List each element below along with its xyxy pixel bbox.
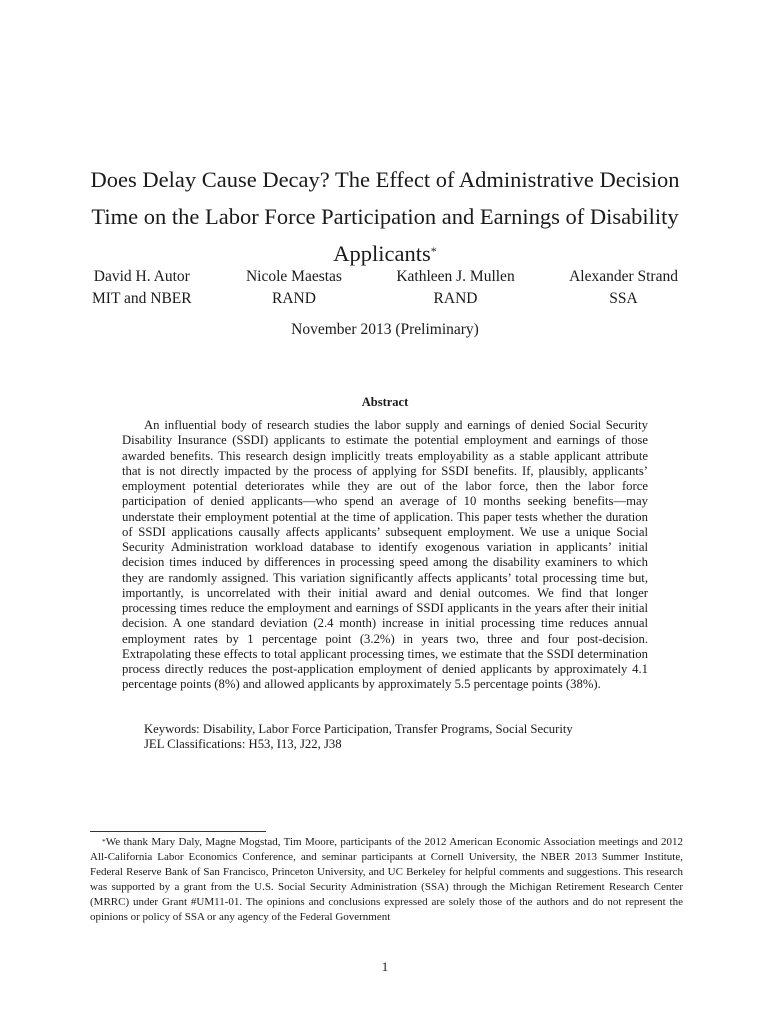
title-footnote-marker: * [430, 244, 437, 259]
author-affiliation: MIT and NBER [92, 290, 192, 307]
keywords-line: Keywords: Disability, Labor Force Participation, Transfer Programs, Social Security [144, 722, 573, 736]
author-affiliation: RAND [272, 290, 316, 307]
author-list [92, 266, 678, 310]
footnote [90, 835, 683, 925]
abstract-text: An influential body of research studies the labor supply and earnings of denied Social Security Disability Insurance (SSDI) applicants to estimate the potential employment and earnings of those awarded benefits. This research design implicitly treats employability as a stable applicant attribute that is not directly impacted by the process of applying for SSDI benefits. If, plausibly, applicants’ employment potential deteriorates while they are out of the labor force, then the labor force participation of denied applicants—who spend an average of 10 months seeking benefits—may understate their employment potential at the time of application. This paper tests whether the duration of SSDI applications causally affects applicants’ subsequent employment. We use a unique Social Security Administration workload database to identify exogenous variation in applicants’ initial decision times induced by differences in processing speed among the disability examiners to which they are randomly assigned. This variation significantly affects applicants’ total processing time but, importantly, is uncorrelated with their initial award and denial outcomes. We find that longer processing times reduce the employment and earnings of SSDI applicants in the years after their initial decision. A one standard deviation (2.4 month) increase in initial processing time reduces annual employment rates by 1 percentage point (3.2%) in years two, three and four post-decision. Extrapolating these effects to total applicant processing times, we estimate that the SSDI determination process directly reduces the post-application employment of denied applicants by approximately 4.1 percentage points (8%) and allowed applicants by approximately 5.5 percentage points (38%). [122, 418, 648, 692]
author-name: David H. Autor [93, 268, 190, 285]
author-affiliation: RAND [433, 290, 478, 307]
author-affiliation: SSA [609, 290, 638, 307]
author-block [92, 266, 192, 310]
author-name: Alexander Strand [569, 268, 678, 285]
footnote-divider [90, 831, 266, 832]
author-block [569, 266, 678, 310]
jel-classifications-line: JEL Classifications: H53, I13, J22, J38 [144, 737, 342, 752]
author-name: Nicole Maestas [245, 268, 342, 285]
abstract-heading: Abstract [361, 395, 409, 409]
page-number: 1 [381, 959, 389, 974]
footnote-text: We thank Mary Daly, Magne Mogstad, Tim Moore, participants of the 2012 American Economic Association meetings and 2012 All-California Labor Economics Conference, and seminar participants at Cornell University, the NBER 2013 Summer Institute, Federal Reserve Bank of San Francisco, Princeton University, and UC Berkeley for helpful comments and suggestions. This research was supported by a grant from the U.S. Social Security Administration (SSA) through the Michigan Retirement Research Center (MRRC) under Grant #UM11-01. The opinions and conclusions expressed are solely those of the authors and do not represent the opinions or policy of SSA or any agency of the Federal Government [90, 836, 683, 923]
paper-title [80, 161, 690, 272]
author-block [396, 266, 514, 310]
keywords-block [144, 722, 648, 753]
footnote-marker: * [102, 837, 106, 846]
paper-title-text: Does Delay Cause Decay? The Effect of Administrative Decision Time on the Labor Force Participation and Earnings of Disability Applicants [90, 167, 680, 267]
paper-date: November 2013 (Preliminary) [291, 321, 479, 338]
author-name: Kathleen J. Mullen [396, 268, 515, 285]
author-block [246, 266, 342, 310]
